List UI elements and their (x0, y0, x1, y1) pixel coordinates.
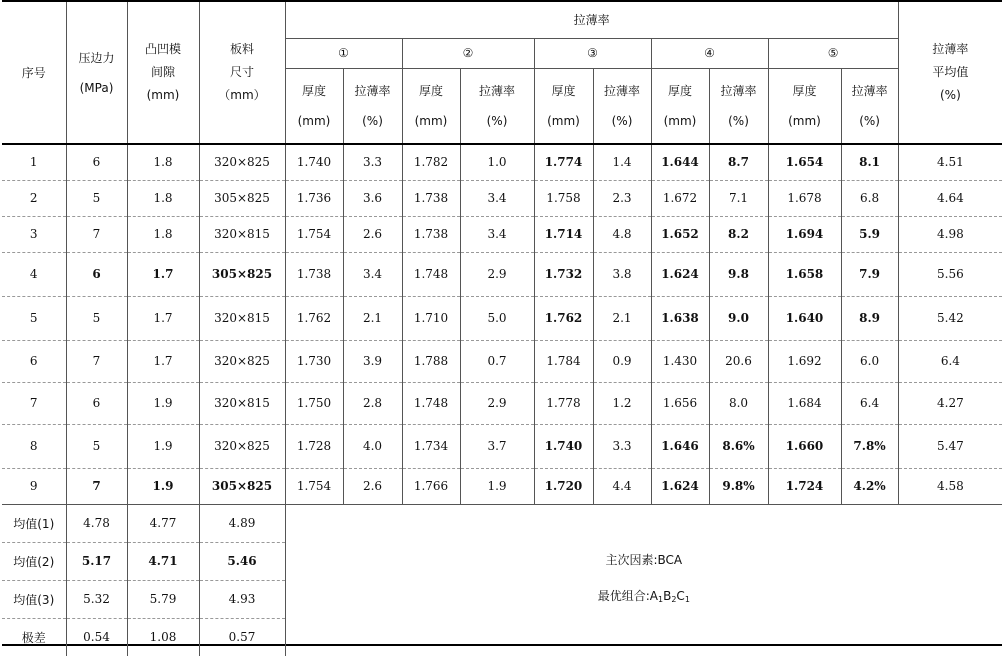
factor-a: A (649, 589, 658, 604)
cell-t3: 1.732 (534, 252, 593, 296)
position-1: ① (285, 38, 402, 68)
cell-t2: 1.748 (402, 382, 460, 424)
cell-force: 7 (66, 468, 127, 504)
cell-r5: 4.2% (841, 468, 898, 504)
cell-r4: 20.6 (709, 340, 768, 382)
header-force (66, 2, 127, 144)
cell-r3: 3.8 (593, 252, 651, 296)
cell-r4: 9.0 (709, 296, 768, 340)
cell-r1: 2.1 (343, 296, 402, 340)
cell-t1: 1.740 (285, 144, 343, 180)
cell-r2: 3.4 (460, 216, 534, 252)
header-sheet-line2: 尺寸 (229, 65, 254, 79)
cell-force: 6 (66, 382, 127, 424)
cell-t5: 1.678 (768, 180, 841, 216)
cell-t3: 1.720 (534, 468, 593, 504)
cell-no: 5 (2, 296, 66, 340)
cell-t1: 1.728 (285, 424, 343, 468)
cell-t5: 1.694 (768, 216, 841, 252)
header-gap-line2: 间隙 (150, 65, 175, 79)
cell-r5: 7.8% (841, 424, 898, 468)
cell-t5: 1.660 (768, 424, 841, 468)
header-force-line2: (MPa) (79, 80, 114, 95)
cell-t5: 1.658 (768, 252, 841, 296)
cell-r3: 4.8 (593, 216, 651, 252)
cell-t3: 1.774 (534, 144, 593, 180)
cell-gap: 1.7 (127, 340, 199, 382)
cell-gap: 1.7 (127, 296, 199, 340)
cell-r3: 0.9 (593, 340, 651, 382)
summary-size: 4.89 (199, 504, 285, 542)
cell-t1: 1.730 (285, 340, 343, 382)
cell-r4: 8.2 (709, 216, 768, 252)
subheader-thickness-line2: (mm) (297, 113, 331, 128)
cell-t3: 1.714 (534, 216, 593, 252)
summary-label: 均值(3) (2, 580, 66, 618)
summary-size: 0.57 (199, 618, 285, 656)
cell-t2: 1.782 (402, 144, 460, 180)
conclusion-cell (285, 504, 1002, 656)
cell-r3: 1.2 (593, 382, 651, 424)
subheader-thickness-3 (534, 68, 593, 144)
cell-no: 7 (2, 382, 66, 424)
summary-row (2, 504, 1002, 542)
cell-r2: 1.9 (460, 468, 534, 504)
cell-avg: 6.4 (898, 340, 1002, 382)
header-average-line3: (%) (940, 88, 961, 102)
cell-avg: 4.27 (898, 382, 1002, 424)
cell-avg: 4.98 (898, 216, 1002, 252)
cell-size: 320×825 (199, 340, 285, 382)
cell-t4: 1.638 (651, 296, 709, 340)
cell-r1: 2.8 (343, 382, 402, 424)
summary-force: 5.17 (66, 542, 127, 580)
header-gap-line1: 凸凹模 (144, 42, 181, 56)
cell-t4: 1.624 (651, 468, 709, 504)
cell-t5: 1.684 (768, 382, 841, 424)
cell-r4: 8.7 (709, 144, 768, 180)
cell-r4: 9.8 (709, 252, 768, 296)
cell-t4: 1.652 (651, 216, 709, 252)
subheader-thinning-line1: 拉薄率 (478, 83, 515, 98)
cell-t1: 1.750 (285, 382, 343, 424)
cell-t4: 1.430 (651, 340, 709, 382)
subheader-thinning-line2: (%) (859, 113, 880, 128)
cell-t4: 1.646 (651, 424, 709, 468)
subheader-thickness-line1: 厚度 (418, 83, 443, 98)
cell-t5: 1.640 (768, 296, 841, 340)
subheader-thinning-1 (343, 68, 402, 144)
cell-t3: 1.758 (534, 180, 593, 216)
cell-r3: 2.3 (593, 180, 651, 216)
factor-c-level: 1 (684, 595, 690, 605)
header-average (898, 2, 1002, 144)
cell-t5: 1.724 (768, 468, 841, 504)
summary-force: 5.32 (66, 580, 127, 618)
cell-t5: 1.692 (768, 340, 841, 382)
table-row (2, 252, 1002, 296)
cell-r1: 3.6 (343, 180, 402, 216)
cell-r1: 3.4 (343, 252, 402, 296)
subheader-thinning-line1: 拉薄率 (851, 83, 888, 98)
subheader-thickness-line1: 厚度 (301, 83, 326, 98)
cell-t2: 1.710 (402, 296, 460, 340)
table-row (2, 340, 1002, 382)
factor-c: C (676, 589, 685, 604)
header-average-line2: 平均值 (932, 65, 969, 79)
summary-label: 均值(2) (2, 542, 66, 580)
cell-r3: 2.1 (593, 296, 651, 340)
experiment-table (2, 2, 1002, 656)
cell-r2: 5.0 (460, 296, 534, 340)
cell-size: 305×825 (199, 180, 285, 216)
cell-t1: 1.754 (285, 468, 343, 504)
cell-no: 4 (2, 252, 66, 296)
cell-r4: 8.0 (709, 382, 768, 424)
cell-t2: 1.738 (402, 180, 460, 216)
cell-gap: 1.8 (127, 144, 199, 180)
cell-t4: 1.644 (651, 144, 709, 180)
subheader-thinning-line2: (%) (728, 113, 749, 128)
cell-force: 7 (66, 340, 127, 382)
cell-r5: 5.9 (841, 216, 898, 252)
table-row (2, 144, 1002, 180)
cell-r4: 9.8% (709, 468, 768, 504)
cell-r1: 2.6 (343, 216, 402, 252)
cell-r5: 7.9 (841, 252, 898, 296)
header-index: 序号 (2, 2, 66, 144)
subheader-thickness-line1: 厚度 (667, 83, 692, 98)
factor-b-level: 2 (671, 595, 677, 605)
header-force-line1: 压边力 (78, 50, 115, 65)
cell-force: 6 (66, 252, 127, 296)
cell-t1: 1.736 (285, 180, 343, 216)
cell-r5: 6.8 (841, 180, 898, 216)
position-2: ② (402, 38, 534, 68)
cell-gap: 1.9 (127, 468, 199, 504)
table-row (2, 468, 1002, 504)
cell-avg: 5.42 (898, 296, 1002, 340)
subheader-thinning-line2: (%) (486, 113, 508, 128)
cell-size: 320×825 (199, 424, 285, 468)
subheader-thinning-line2: (%) (611, 113, 633, 128)
cell-r3: 3.3 (593, 424, 651, 468)
table-row (2, 424, 1002, 468)
subheader-thinning-4 (709, 68, 768, 144)
header-sheet-line1: 板料 (229, 42, 254, 56)
cell-no: 9 (2, 468, 66, 504)
cell-r1: 3.9 (343, 340, 402, 382)
cell-t3: 1.778 (534, 382, 593, 424)
cell-force: 5 (66, 296, 127, 340)
subheader-thinning-line1: 拉薄率 (720, 83, 757, 98)
cell-r2: 2.9 (460, 382, 534, 424)
cell-r5: 6.0 (841, 340, 898, 382)
summary-label: 极差 (21, 630, 46, 645)
cell-size: 320×825 (199, 144, 285, 180)
subheader-thinning-line2: (%) (362, 113, 383, 128)
cell-r5: 6.4 (841, 382, 898, 424)
summary-size: 4.93 (199, 580, 285, 618)
subheader-thickness-line2: (mm) (547, 113, 580, 128)
subheader-thickness-5 (768, 68, 841, 144)
table-row (2, 296, 1002, 340)
cell-t1: 1.762 (285, 296, 343, 340)
position-4: ④ (651, 38, 768, 68)
cell-t1: 1.738 (285, 252, 343, 296)
cell-t2: 1.748 (402, 252, 460, 296)
position-5: ⑤ (768, 38, 898, 68)
cell-no: 6 (2, 340, 66, 382)
cell-r2: 0.7 (460, 340, 534, 382)
cell-gap: 1.7 (127, 252, 199, 296)
cell-t3: 1.740 (534, 424, 593, 468)
cell-r2: 1.0 (460, 144, 534, 180)
cell-t2: 1.738 (402, 216, 460, 252)
header-sheet (199, 2, 285, 144)
cell-t2: 1.788 (402, 340, 460, 382)
cell-r2: 3.4 (460, 180, 534, 216)
subheader-thinning-line1: 拉薄率 (354, 83, 391, 98)
cell-size: 320×815 (199, 382, 285, 424)
summary-gap: 4.77 (127, 504, 199, 542)
header-gap-line3: (mm) (146, 88, 180, 102)
cell-gap: 1.8 (127, 180, 199, 216)
summary-label: 均值(1) (2, 504, 66, 542)
cell-gap: 1.9 (127, 382, 199, 424)
header-row-1 (2, 2, 1002, 38)
summary-gap: 1.08 (127, 618, 199, 656)
cell-no: 2 (2, 180, 66, 216)
subheader-thickness-4 (651, 68, 709, 144)
cell-r1: 3.3 (343, 144, 402, 180)
factor-b: B (663, 589, 672, 604)
subheader-thickness-line1: 厚度 (551, 83, 576, 98)
factor-a-level: 1 (658, 595, 664, 605)
header-rate-group: 拉薄率 (285, 2, 898, 38)
cell-size: 320×815 (199, 216, 285, 252)
cell-t4: 1.672 (651, 180, 709, 216)
subheader-thickness-line1: 厚度 (792, 83, 817, 98)
cell-t1: 1.754 (285, 216, 343, 252)
cell-r4: 8.6% (709, 424, 768, 468)
cell-r3: 1.4 (593, 144, 651, 180)
cell-avg: 4.51 (898, 144, 1002, 180)
cell-no: 3 (2, 216, 66, 252)
subheader-thickness-line2: (mm) (663, 113, 697, 128)
cell-avg: 4.64 (898, 180, 1002, 216)
subheader-thinning-2 (460, 68, 534, 144)
cell-force: 6 (66, 144, 127, 180)
cell-r3: 4.4 (593, 468, 651, 504)
cell-r1: 4.0 (343, 424, 402, 468)
summary-gap: 5.79 (127, 580, 199, 618)
position-3: ③ (534, 38, 651, 68)
table-row (2, 180, 1002, 216)
cell-gap: 1.8 (127, 216, 199, 252)
subheader-thickness-2 (402, 68, 460, 144)
cell-r4: 7.1 (709, 180, 768, 216)
cell-t4: 1.656 (651, 382, 709, 424)
cell-force: 5 (66, 180, 127, 216)
subheader-thickness-1 (285, 68, 343, 144)
summary-force: 4.78 (66, 504, 127, 542)
cell-no: 8 (2, 424, 66, 468)
cell-t2: 1.766 (402, 468, 460, 504)
summary-gap: 4.71 (127, 542, 199, 580)
header-sheet-line3: （mm） (218, 88, 266, 102)
cell-avg: 4.58 (898, 468, 1002, 504)
table-row (2, 216, 1002, 252)
cell-size: 320×815 (199, 296, 285, 340)
cell-size: 305×825 (199, 468, 285, 504)
main-factor-order: 主次因素:BCA (605, 553, 683, 568)
cell-t2: 1.734 (402, 424, 460, 468)
cell-r5: 8.9 (841, 296, 898, 340)
subheader-thinning-line1: 拉薄率 (603, 83, 640, 98)
cell-r1: 2.6 (343, 468, 402, 504)
header-gap (127, 2, 199, 144)
subheader-thickness-line2: (mm) (414, 113, 448, 128)
cell-gap: 1.9 (127, 424, 199, 468)
subheader-thickness-line2: (mm) (788, 113, 821, 128)
optimal-combination (286, 578, 1003, 618)
subheader-thinning-5 (841, 68, 898, 144)
cell-no: 1 (2, 144, 66, 180)
summary-size: 5.46 (199, 542, 285, 580)
cell-t5: 1.654 (768, 144, 841, 180)
cell-avg: 5.56 (898, 252, 1002, 296)
cell-avg: 5.47 (898, 424, 1002, 468)
cell-t3: 1.762 (534, 296, 593, 340)
table-row (2, 382, 1002, 424)
cell-force: 5 (66, 424, 127, 468)
optimal-prefix: 最优组合: (597, 589, 650, 604)
header-average-line1: 拉薄率 (932, 42, 969, 56)
cell-force: 7 (66, 216, 127, 252)
cell-r2: 3.7 (460, 424, 534, 468)
cell-r2: 2.9 (460, 252, 534, 296)
cell-t3: 1.784 (534, 340, 593, 382)
cell-size: 305×825 (199, 252, 285, 296)
subheader-thinning-3 (593, 68, 651, 144)
cell-r5: 8.1 (841, 144, 898, 180)
summary-force: 0.54 (66, 618, 127, 656)
cell-t4: 1.624 (651, 252, 709, 296)
